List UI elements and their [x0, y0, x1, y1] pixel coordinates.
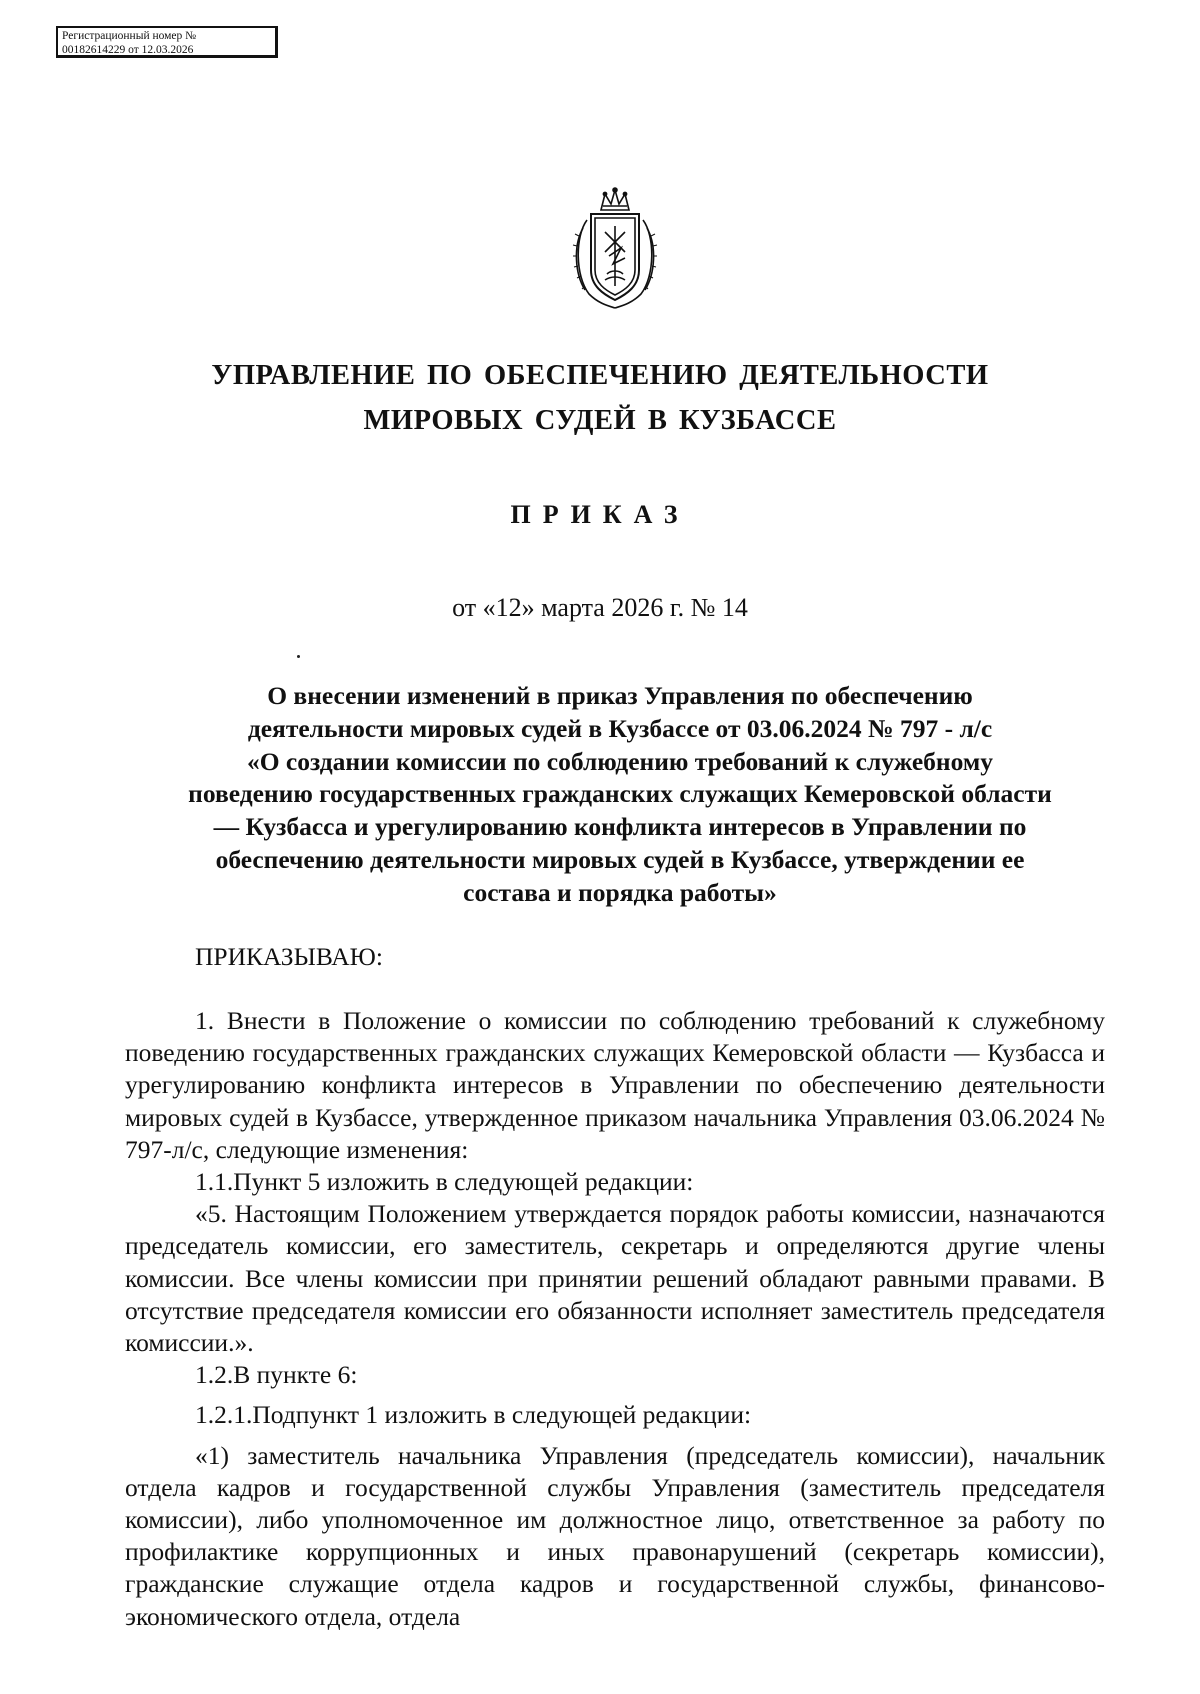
- document-subject: [120, 680, 1120, 910]
- paragraph: 1. Внести в Положение о комиссии по соблюдению требований к служебному поведению государственных гражданских служащих Кемеровской области — Кузбасса и урегулированию конфликта интересов в Управлении по обеспечению деятельности мировых судей в Кузбассе, утвержденное приказом начальника Управления 03.06.2024 № 797-л/с, следующие изменения:: [125, 1006, 1105, 1164]
- document-date-number: от «12» марта 2026 г. № 14: [452, 593, 748, 622]
- subject-line: поведению государственных гражданских служащих Кемеровской области: [188, 779, 1052, 809]
- registration-line-1: Регистрационный номер №: [62, 30, 197, 42]
- subject-line: состава и порядка работы»: [463, 877, 777, 907]
- subject-line: «О создании комиссии по соблюдению требований к служебному: [246, 746, 994, 776]
- subject-line: обеспечению деятельности мировых судей в Кузбассе, утверждении ее: [215, 844, 1025, 874]
- scan-dot: [297, 655, 300, 658]
- registration-stamp: [56, 26, 278, 58]
- registration-line-2: 00182614229 от 12.03.2026: [62, 44, 194, 56]
- subject-line: — Кузбасса и урегулированию конфликта интересов в Управлении по: [213, 812, 1027, 842]
- document-body: [125, 1005, 1105, 1633]
- paragraph: «1) заместитель начальника Управления (председатель комиссии), начальник отдела кадров и государственной службы Управления (заместитель председателя комиссии), либо уполномоченное им должностное лицо, ответственное за работу по профилактике коррупционных и иных правонарушений (секретарь комиссии), гражданские служащие отдела кадров и государственной службы, финансово-экономического отдела, отдела: [125, 1440, 1105, 1631]
- order-word: ПРИКАЗЫВАЮ:: [195, 942, 383, 971]
- coat-of-arms-icon: [567, 186, 663, 310]
- document-type: ПРИКАЗ: [510, 500, 690, 529]
- paragraph: «5. Настоящим Положением утверждается порядок работы комиссии, назначаются председатель комиссии, его заместитель, секретарь и определяются другие члены комиссии. Все члены комиссии при принятии решений обладают равными правами. В отсутствие председателя комиссии его обязанности исполняет заместитель председателя комиссии.».: [125, 1199, 1105, 1358]
- paragraph: 1.2.В пункте 6:: [195, 1360, 358, 1390]
- organization-name-line-2: МИРОВЫХ СУДЕЙ В КУЗБАССЕ: [363, 405, 837, 436]
- paragraph: 1.2.1.Подпункт 1 изложить в следующей редакции:: [195, 1400, 752, 1430]
- subject-line: деятельности мировых судей в Кузбассе от 03.06.2024 № 797 - л/с: [247, 713, 993, 743]
- organization-name-line-1: УПРАВЛЕНИЕ ПО ОБЕСПЕЧЕНИЮ ДЕЯТЕЛЬНОСТИ: [211, 360, 989, 391]
- paragraph: 1.1.Пункт 5 изложить в следующей редакции:: [195, 1167, 694, 1197]
- subject-line: О внесении изменений в приказ Управления по обеспечению: [267, 681, 973, 710]
